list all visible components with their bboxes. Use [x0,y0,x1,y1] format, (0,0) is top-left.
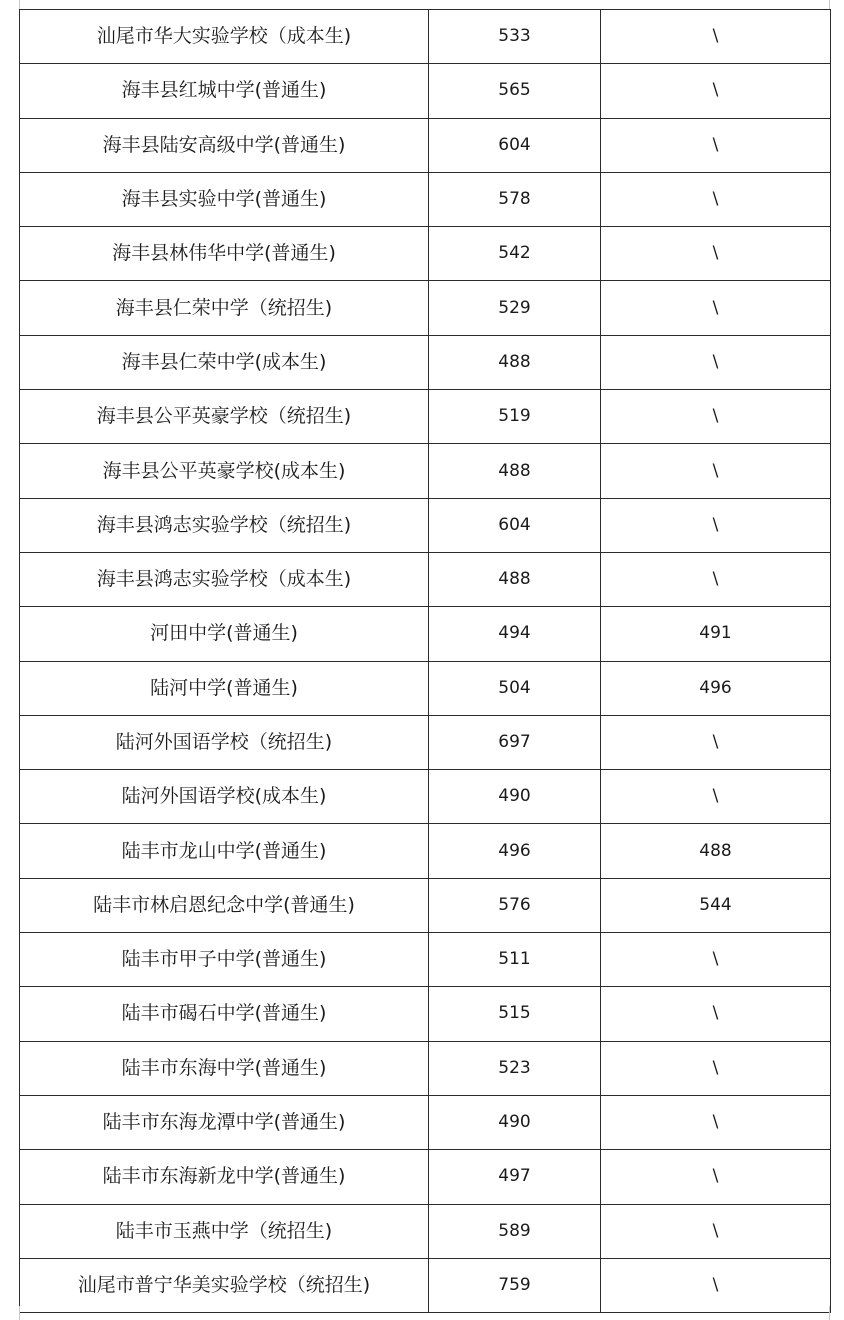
score-b-cell: \ [601,1204,831,1258]
score-b-cell: 488 [601,824,831,878]
table-row [20,1150,831,1204]
table-row [20,824,831,878]
school-name-cell: 海丰县仁荣中学（统招生) [20,281,429,335]
school-name-cell: 海丰县公平英豪学校（统招生) [20,390,429,444]
score-b-cell: 491 [601,607,831,661]
score-b-cell: \ [601,64,831,118]
score-b-cell: \ [601,552,831,606]
school-name-cell: 海丰县陆安高级中学(普通生) [20,118,429,172]
score-a-cell: 488 [429,335,601,389]
table-row [20,64,831,118]
score-b-cell: \ [601,172,831,226]
school-name-cell: 海丰县公平英豪学校(成本生) [20,444,429,498]
table-row [20,390,831,444]
score-a-cell: 759 [429,1258,601,1312]
score-b-cell: \ [601,227,831,281]
score-a-cell: 523 [429,1041,601,1095]
score-a-cell: 529 [429,281,601,335]
score-a-cell: 515 [429,987,601,1041]
table-row [20,607,831,661]
score-a-cell: 519 [429,390,601,444]
score-a-cell: 604 [429,498,601,552]
score-a-cell: 589 [429,1204,601,1258]
table-row [20,281,831,335]
score-a-cell: 490 [429,1095,601,1149]
school-name-cell: 陆河外国语学校（统招生) [20,715,429,769]
score-a-cell: 494 [429,607,601,661]
score-a-cell: 497 [429,1150,601,1204]
score-a-cell: 604 [429,118,601,172]
table-row [20,770,831,824]
page-edge-mark [829,1306,830,1320]
table-row [20,1204,831,1258]
school-name-cell: 陆丰市碣石中学(普通生) [20,987,429,1041]
table-row [20,1258,831,1312]
score-a-cell: 542 [429,227,601,281]
school-name-cell: 陆河中学(普通生) [20,661,429,715]
table-row [20,227,831,281]
score-b-cell: 496 [601,661,831,715]
table-row [20,933,831,987]
table-row [20,715,831,769]
score-a-cell: 490 [429,770,601,824]
score-b-cell: \ [601,1258,831,1312]
score-b-cell: \ [601,1041,831,1095]
school-name-cell: 汕尾市华大实验学校（成本生) [20,10,429,64]
score-a-cell: 697 [429,715,601,769]
table-row [20,118,831,172]
school-name-cell: 陆丰市东海中学(普通生) [20,1041,429,1095]
table-row [20,10,831,64]
school-name-cell: 陆丰市东海新龙中学(普通生) [20,1150,429,1204]
table-row [20,661,831,715]
table-row [20,444,831,498]
score-b-cell: \ [601,390,831,444]
score-b-cell: \ [601,281,831,335]
score-a-cell: 504 [429,661,601,715]
page-edge-mark [19,0,20,9]
school-name-cell: 陆丰市玉燕中学（统招生) [20,1204,429,1258]
school-name-cell: 海丰县鸿志实验学校（成本生) [20,552,429,606]
score-a-cell: 578 [429,172,601,226]
table-row [20,552,831,606]
school-name-cell: 海丰县仁荣中学(成本生) [20,335,429,389]
score-b-cell: 544 [601,878,831,932]
school-name-cell: 陆丰市林启恩纪念中学(普通生) [20,878,429,932]
score-b-cell: \ [601,1150,831,1204]
school-name-cell: 海丰县红城中学(普通生) [20,64,429,118]
score-b-cell: \ [601,118,831,172]
score-a-cell: 488 [429,552,601,606]
score-a-cell: 565 [429,64,601,118]
score-b-cell: \ [601,10,831,64]
table-row [20,172,831,226]
page-edge-mark [829,0,830,9]
score-table [19,9,831,1313]
table-row [20,1041,831,1095]
page-edge-mark [19,1306,20,1320]
score-b-cell: \ [601,444,831,498]
score-b-cell: \ [601,933,831,987]
table-row [20,335,831,389]
school-name-cell: 汕尾市普宁华美实验学校（统招生) [20,1258,429,1312]
school-name-cell: 海丰县林伟华中学(普通生) [20,227,429,281]
table-row [20,498,831,552]
score-a-cell: 533 [429,10,601,64]
table-row [20,878,831,932]
score-table-body [20,10,831,1313]
score-b-cell: \ [601,1095,831,1149]
score-b-cell: \ [601,335,831,389]
score-b-cell: \ [601,987,831,1041]
table-row [20,1095,831,1149]
score-b-cell: \ [601,715,831,769]
score-a-cell: 488 [429,444,601,498]
score-b-cell: \ [601,770,831,824]
score-b-cell: \ [601,498,831,552]
table-row [20,987,831,1041]
school-name-cell: 陆河外国语学校(成本生) [20,770,429,824]
score-a-cell: 576 [429,878,601,932]
school-name-cell: 陆丰市龙山中学(普通生) [20,824,429,878]
school-name-cell: 河田中学(普通生) [20,607,429,661]
school-name-cell: 陆丰市甲子中学(普通生) [20,933,429,987]
school-name-cell: 陆丰市东海龙潭中学(普通生) [20,1095,429,1149]
school-name-cell: 海丰县鸿志实验学校（统招生) [20,498,429,552]
school-name-cell: 海丰县实验中学(普通生) [20,172,429,226]
score-a-cell: 496 [429,824,601,878]
score-a-cell: 511 [429,933,601,987]
